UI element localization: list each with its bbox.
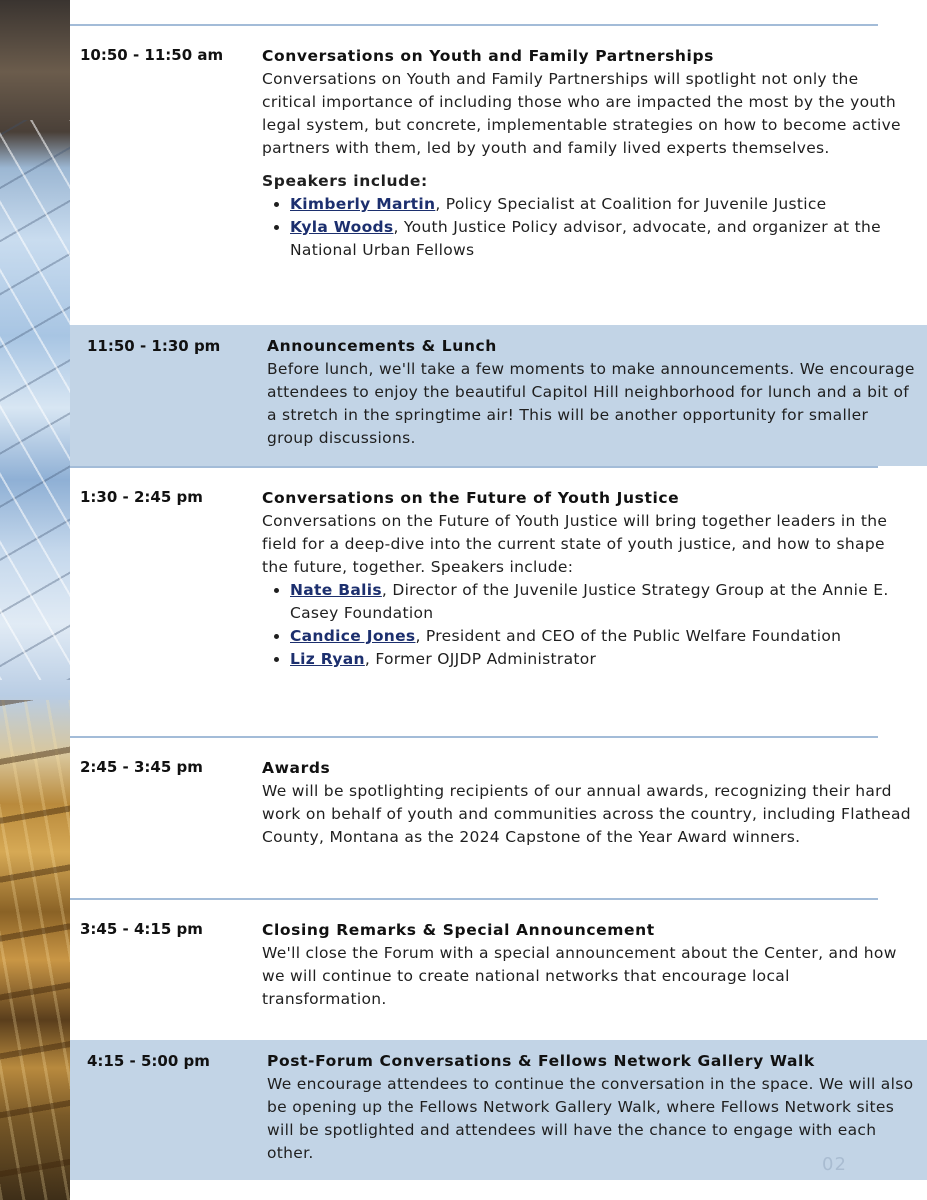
speaker-item xyxy=(290,625,912,648)
session-title: Post-Forum Conversations & Fellows Network Gallery Walk xyxy=(267,1052,815,1070)
session-content xyxy=(262,919,912,1011)
speaker-link[interactable]: Liz Ryan xyxy=(290,650,365,668)
session-closing-remarks xyxy=(70,898,897,1040)
session-title: Conversations on the Future of Youth Justice xyxy=(262,489,680,507)
session-time: 11:50 - 1:30 pm xyxy=(87,337,221,355)
speaker-list xyxy=(262,579,912,671)
session-gallery-walk xyxy=(70,1040,927,1180)
session-time: 10:50 - 11:50 am xyxy=(80,46,224,64)
session-description: We will be spotlighting recipients of our annual awards, recognizing their hard work on behalf of youth and communities across the country, including Flathead County, Montana as the 2024 Capstone of the Year Award winners. xyxy=(262,782,911,846)
speaker-link[interactable]: Kimberly Martin xyxy=(290,195,436,213)
session-time: 4:15 - 5:00 pm xyxy=(87,1052,210,1070)
speaker-list xyxy=(262,193,912,262)
speaker-role: , President and CEO of the Public Welfare Foundation xyxy=(415,627,842,645)
session-description: We encourage attendees to continue the conversation in the space. We will also be opening up the Fellows Network Gallery Walk, where Fellows Network sites will be spotlighted and attendees will have the chance to engage with each other. xyxy=(267,1075,914,1162)
session-lunch xyxy=(70,325,927,466)
session-title: Conversations on Youth and Family Partnerships xyxy=(262,47,714,65)
session-description: We'll close the Forum with a special announcement about the Center, and how we will continue to create national networks that encourage local transformation. xyxy=(262,944,897,1008)
glass-roof-pattern xyxy=(0,120,70,680)
session-future-youth-justice xyxy=(70,466,889,738)
speaker-role: , Former OJJDP Administrator xyxy=(364,650,597,668)
wood-beams-pattern xyxy=(0,700,70,1200)
session-description: Conversations on the Future of Youth Justice will bring together leaders in the field for a deep-dive into the current state of youth justice, and how to shape the future, together. Speakers include: xyxy=(262,512,888,576)
speaker-item xyxy=(290,193,912,216)
speaker-item xyxy=(290,216,912,262)
speaker-link[interactable]: Kyla Woods xyxy=(290,218,394,236)
speaker-item xyxy=(290,579,912,625)
speaker-link[interactable]: Nate Balis xyxy=(290,581,382,599)
session-description: Before lunch, we'll take a few moments to make announcements. We encourage attendees to enjoy the beautiful Capitol Hill neighborhood for lunch and a bit of a stretch in the springtime air! This will be another opportunity for smaller group discussions. xyxy=(267,360,915,447)
speaker-link[interactable]: Candice Jones xyxy=(290,627,416,645)
session-time: 1:30 - 2:45 pm xyxy=(80,488,203,506)
session-title: Announcements & Lunch xyxy=(267,337,497,355)
session-content xyxy=(262,487,912,671)
page-number: 02 xyxy=(822,1154,847,1175)
session-time: 2:45 - 3:45 pm xyxy=(80,758,203,776)
session-youth-family xyxy=(70,24,901,326)
session-content xyxy=(267,335,917,450)
speaker-item xyxy=(290,648,912,671)
speaker-role: , Youth Justice Policy advisor, advocate, and organizer at the National Urban Fellows xyxy=(290,218,881,259)
session-description: Conversations on Youth and Family Partnerships will spotlight not only the critical importance of including those who are impacted the most by the youth legal system, but concrete, implementable strategies on how to become active partners with them, led by youth and family lived experts themselves. xyxy=(262,70,901,157)
speaker-role: , Director of the Juvenile Justice Strategy Group at the Annie E. Casey Foundation xyxy=(290,581,889,622)
architecture-photo xyxy=(0,0,70,1200)
session-title: Closing Remarks & Special Announcement xyxy=(262,921,655,939)
speaker-role: , Policy Specialist at Coalition for Juvenile Justice xyxy=(435,195,827,213)
session-content xyxy=(262,45,912,262)
session-awards xyxy=(70,736,911,900)
session-content xyxy=(267,1050,917,1165)
session-time: 3:45 - 4:15 pm xyxy=(80,920,203,938)
session-content xyxy=(262,757,912,849)
speakers-heading: Speakers include: xyxy=(262,172,428,190)
session-title: Awards xyxy=(262,759,331,777)
